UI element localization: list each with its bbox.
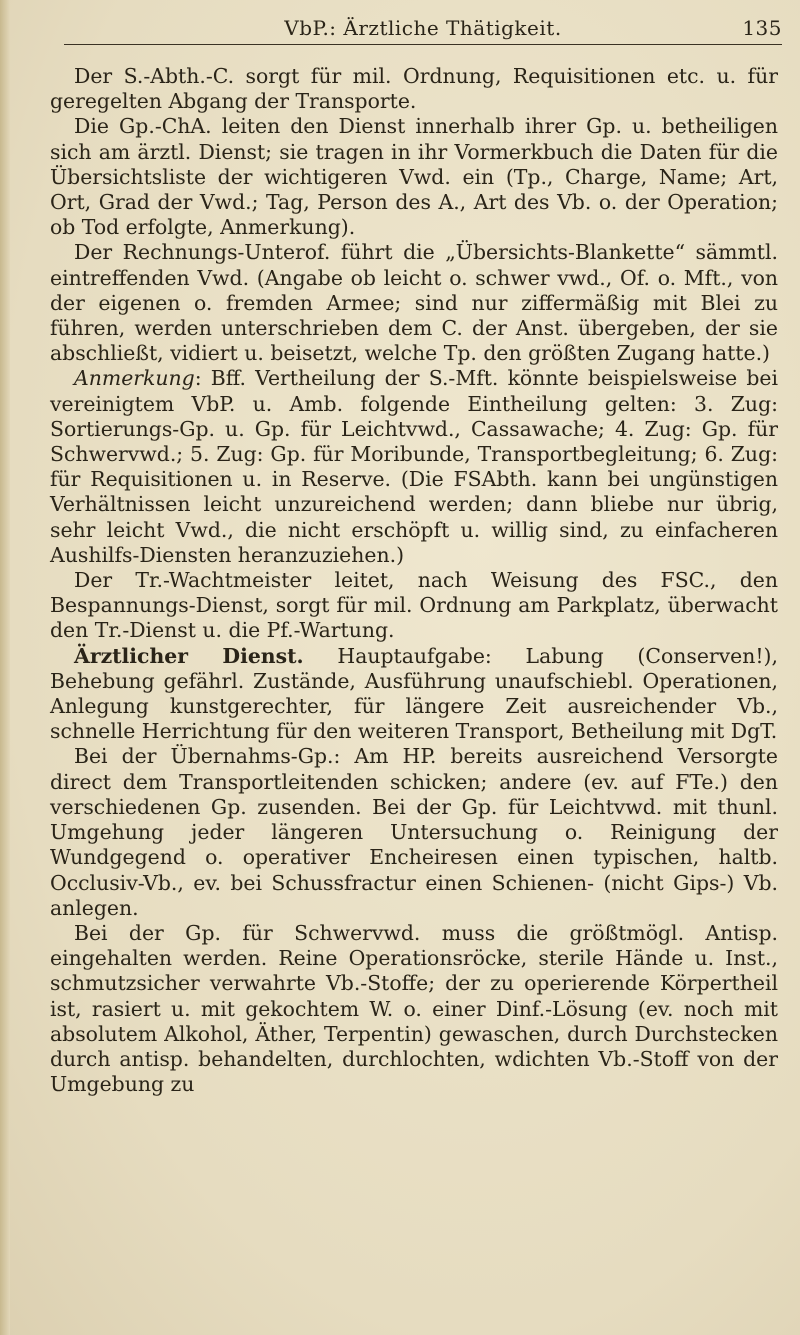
running-head: VbP.: Ärztliche Thätigkeit. [284,16,562,40]
paragraph: Der Tr.-Wachtmeister leitet, nach Weisung des FSC., den Bespannungs-Dienst, sorgt für mil. Ordnung am Parkplatz, überwacht den Tr.-Dienst u. die Pf.-Wartung. [50,568,778,643]
paragraph: Die Gp.-ChA. leiten den Dienst innerhalb ihrer Gp. u. betheiligen sich am ärztl. Dienst; sie tragen in ihr Vormerkbuch die Daten für die Übersichtsliste der wichtigeren Vwd. ein (Tp., Charge, Name; Art, Ort, Grad der Vwd.; Tag, Person des A., Art des Vb. o. der Operation; ob Tod erfolgte, Anmerkung). [50,114,778,240]
paragraph: Der S.-Abth.-C. sorgt für mil. Ordnung, Requisitionen etc. u. für geregelten Abgang der Transporte. [50,64,778,114]
body-text [50,64,778,1097]
header-rule [64,44,782,45]
paragraph: Bei der Übernahms-Gp.: Am HP. bereits ausreichend Versorgte direct dem Transportleitenden schicken; andere (ev. auf FTe.) den verschiedenen Gp. zusenden. Bei der Gp. für Leichtvwd. mit thunl. Umgehung jeder längeren Untersuchung o. Reinigung der Wundgegend o. operativer Encheiresen einen typischen, haltb. Occlusiv-Vb., ev. bei Schussfractur einen Schienen- (nicht Gips-) Vb. anlegen. [50,744,778,920]
paragraph: Der Rechnungs-Unterof. führt die „Übersichts-Blankette“ sämmtl. eintreffenden Vwd. (Angabe ob leicht o. schwer vwd., Of. o. Mft., von der eigenen o. fremden Armee; sind nur ziffermäßig mit Blei zu führen, werden unterschrieben dem C. der Anst. übergeben, der sie abschließt, vidiert u. beisetzt, welche Tp. den größten Zugang hatte.) [50,240,778,366]
paragraph-note: Anmerkung: Bff. Vertheilung der S.-Mft. könnte beispielsweise bei vereinigtem VbP. u. Amb. folgende Eintheilung gelten: 3. Zug: Sortierungs-Gp. u. Gp. für Leichtvwd., Cassawache; 4. Zug: Gp. für Schwervwd.; 5. Zug: Gp. für Moribunde, Transportbegleitung; 6. Zug: für Requisitionen u. in Reserve. (Die FSAbth. kann bei ungünstigen Verhältnissen leicht unzureichend werden; dann bliebe nur übrig, sehr leicht Vwd., die nicht erschöpft u. willig sind, zu einfacheren Aushilfs-Diensten heranzuziehen.) [50,366,778,567]
note-label: Anmerkung [74,366,195,391]
page-spine-edge [0,0,10,1335]
section-heading: Ärztlicher Dienst. [74,643,304,668]
paragraph-section: Ärztlicher Dienst. Hauptaufgabe: Labung (Conserven!), Behebung gefährl. Zustände, Ausführung unaufschiebl. Operationen, Anlegung kunstgerechter, für längere Zeit ausreichender Vb., schnelle Herrichtung für den weiteren Transport, Betheilung mit DgT. [50,643,778,744]
paragraph: Bei der Gp. für Schwervwd. muss die größtmögl. Antisp. eingehalten werden. Reine Operationsröcke, sterile Hände u. Inst., schmutzsicher verwahrte Vb.-Stoffe; der zu operierende Körpertheil ist, rasiert u. mit gekochtem W. o. einer Dinf.-Lösung (ev. noch mit absolutem Alkohol, Äther, Terpentin) gewaschen, durch Durchstecken durch antisp. behandelten, durchlochten, wdichten Vb.-Stoff von der Umgebung zu [50,920,778,1097]
page-number: 135 [742,16,782,40]
page-header [64,12,782,42]
